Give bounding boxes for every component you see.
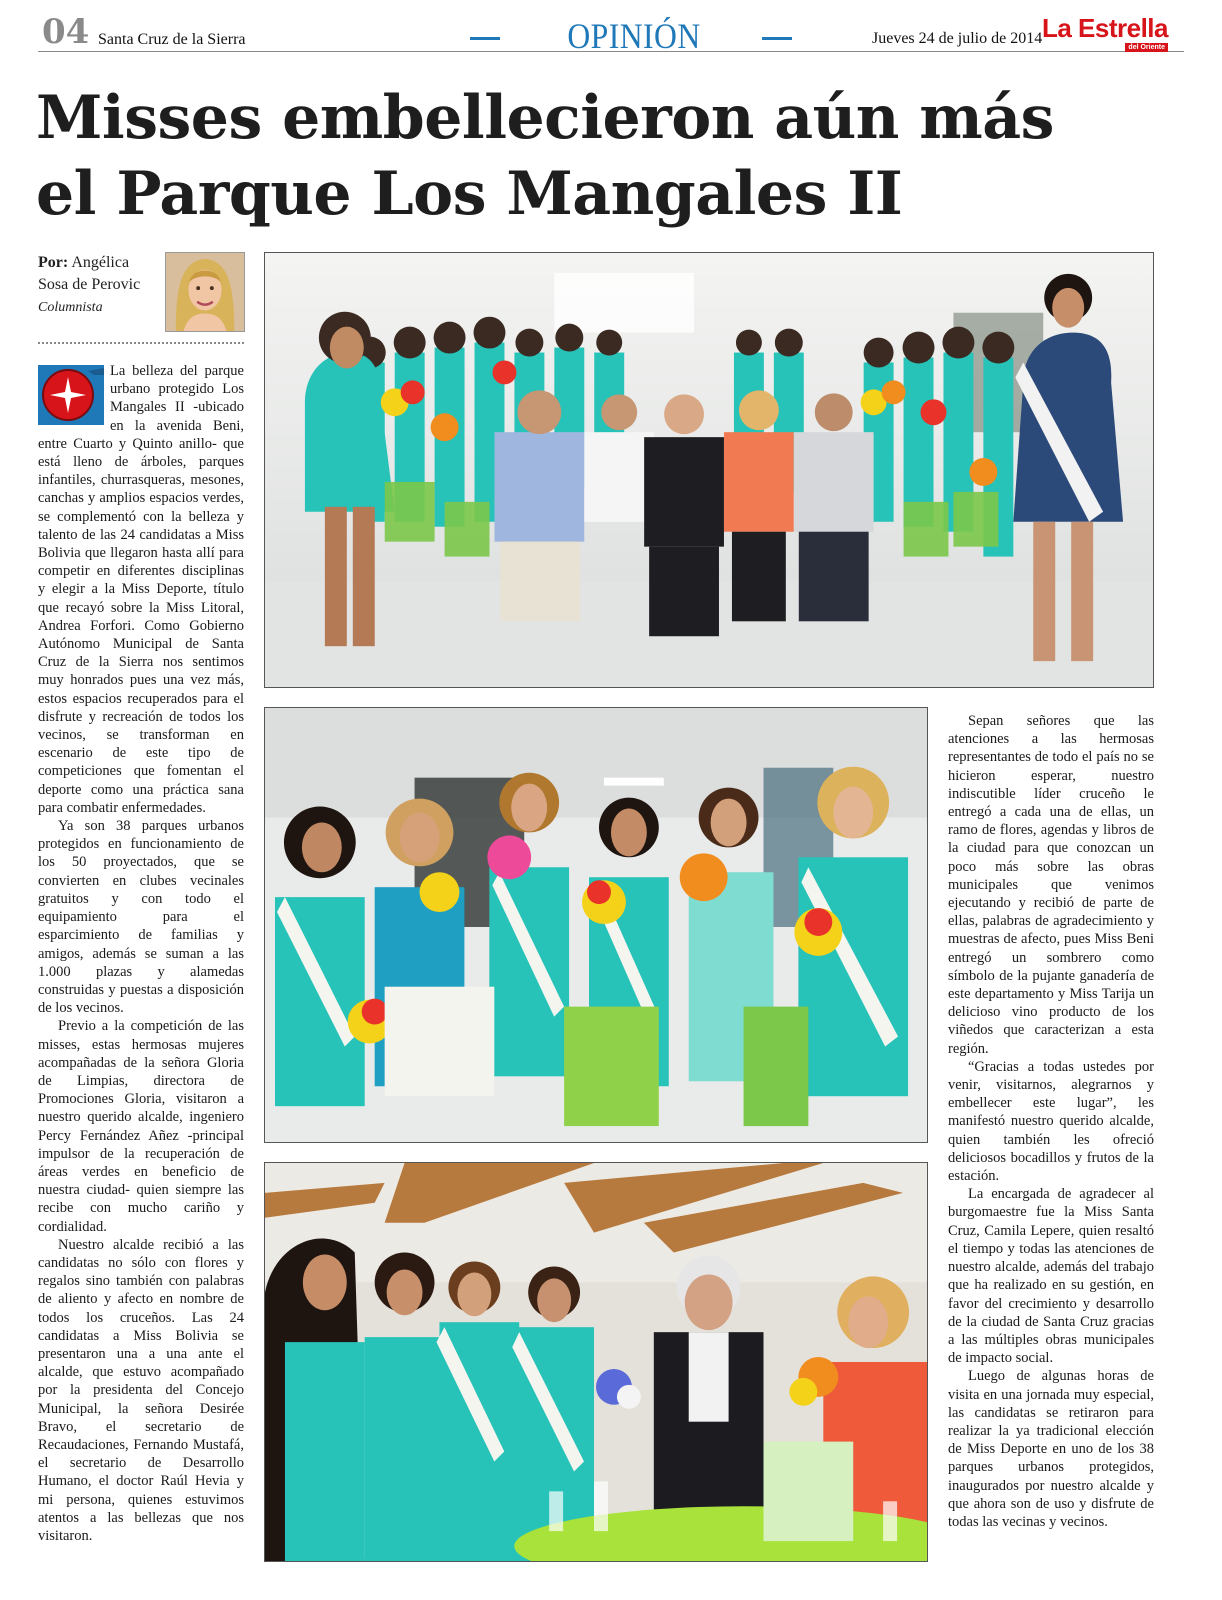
logo-sub: del Oriente <box>1125 43 1168 52</box>
page-number: 04 <box>42 12 90 52</box>
author-photo <box>165 252 245 332</box>
issue-date: Jueves 24 de julio de 2014 <box>872 30 1043 47</box>
paragraph: La encargada de agradecer al burgomaestre fue la Miss Santa Cruz, Camila Lepere, quien resaltó el tiempo y todas las atenciones de nuestro alcalde, además del trabajo que ha realizado en su gestión, en favor del crecimiento y desarrollo de la ciudad de Santa Cruz gracias a las múltiples obras municipales de impacto social. <box>948 1186 1154 1367</box>
byline-label: Por: <box>38 254 69 271</box>
photo-mayor-greeting-candidates <box>264 1162 928 1562</box>
headline-line-1: Misses embellecieron aún más <box>36 83 1054 153</box>
logo-main: La Estrella <box>1041 13 1168 43</box>
author-role: Columnista <box>38 300 103 315</box>
section-dash-right <box>762 37 792 40</box>
byline <box>38 252 160 319</box>
section-title: OPINIÓN <box>567 16 701 56</box>
article-column-1 <box>38 362 244 1594</box>
photo-group-candidates-with-mayor <box>264 252 1154 688</box>
paragraph: La belleza del parque urbano protegido Los Mangales II -ubicado en la avenida Beni, entre Cuarto y Quinto anillo- que está lleno de árboles, parques infantiles, churrasqueras, mesones, canchas y amplios espacios verdes, se complementó con la belleza y talento de las 24 candidatas a Miss Bolivia que llegaron hasta allí para competir en diferentes disciplinas y elegir a la Miss Deporte, título que recayó sobre la Miss Litoral, Andrea Forfori. Como Gobierno Autónomo Municipal de Santa Cruz de la Sierra nos sentimos muy honrados pues una vez más, estos espacios recuperados para el disfrute y recreación de todos los vecinos, se transforman en escenario de este tipo de competiciones que fomentan el deporte como una práctica sana para combatir enfermedades. <box>38 363 244 816</box>
headline-line-2: el Parque Los Mangales II <box>36 159 903 229</box>
paragraph: Previo a la competición de las misses, estas hermosas mujeres acompañadas de la señora Gloria de Limpias, directora de Promociones Gloria, visitaron a nuestro querido alcalde, ingeniero Percy Fernández Añez -principal impulsor de la recuperación de áreas verdes en beneficio de nuestra ciudad- quien siempre las recibe con mucho cariño y cordialidad. <box>38 1018 244 1235</box>
byline-divider <box>38 342 244 344</box>
page-header <box>38 12 1184 56</box>
logo-star-icon <box>38 365 104 425</box>
author-name: Angélica Sosa de Perovic <box>38 254 141 293</box>
headline <box>36 80 1186 232</box>
city-name: Santa Cruz de la Sierra <box>98 31 246 48</box>
article-column-2 <box>948 712 1154 1594</box>
section-dash-left <box>470 37 500 40</box>
paragraph: Sepan señores que las atenciones a las hermosas representantes de todo el país no se hicieron esperar, nuestro indiscutible líder cruceño le entregó a cada una de ellas, un ramo de flores, agendas y libros de la ciudad para que conozcan un poco más sobre las obras municipales que venimos ejecutando y recibió de parte de ellas, palabras de agradecimiento y muestras de afecto, pues Miss Beni entregó un sombrero como símbolo de la pujante ganadería de este departamento y Miss Tarija un delicioso vino producto de los viñedos que caracterizan a esta región. <box>948 713 1154 1057</box>
newspaper-logo <box>1028 14 1168 50</box>
paragraph: Luego de algunas horas de visita en una jornada muy especial, las candidatas se retiraron para realizar la ya tradicional elección de Miss Deporte en uno de los 38 parques urbanos protegidos, inaugurados por nuestro alcalde y que ahora son de uso y disfrute de todas las vecinas y vecinos. <box>948 1368 1154 1530</box>
paragraph: Nuestro alcalde recibió a las candidatas no sólo con flores y regalos sino también con palabras de aliento y afecto en nombre de todos los cruceños. Las 24 candidatas a Miss Bolivia se presentaron una a una ante el alcalde, que estuvo acompañado por la presidenta del Concejo Municipal, la señora Desirée Bravo, el secretario de Recaudaciones, Fernando Mustafá, el secretario de Desarrollo Humano, el doctor Raúl Hevia y mi persona, quienes estuvimos atentos a las bellezas que nos visitaron. <box>38 1236 244 1544</box>
paragraph: “Gracias a todas ustedes por venir, visitarnos, alegrarnos y embellecer este lugar”, les manifestó nuestro querido alcalde, quien también les ofreció deliciosos bocadillos y frutos de la estación. <box>948 1058 1154 1185</box>
photo-candidates-with-bouquets <box>264 707 928 1143</box>
paragraph: Ya son 38 parques urbanos protegidos en funcionamiento de los 50 proyectados, que se convierten en clubes vecinales gratuitos y con todo el equipamiento para el esparcimiento de familias y amigos, además se suman a las 1.000 plazas y alamedas construidas y puestas a disposición de los vecinos. <box>38 818 244 1017</box>
